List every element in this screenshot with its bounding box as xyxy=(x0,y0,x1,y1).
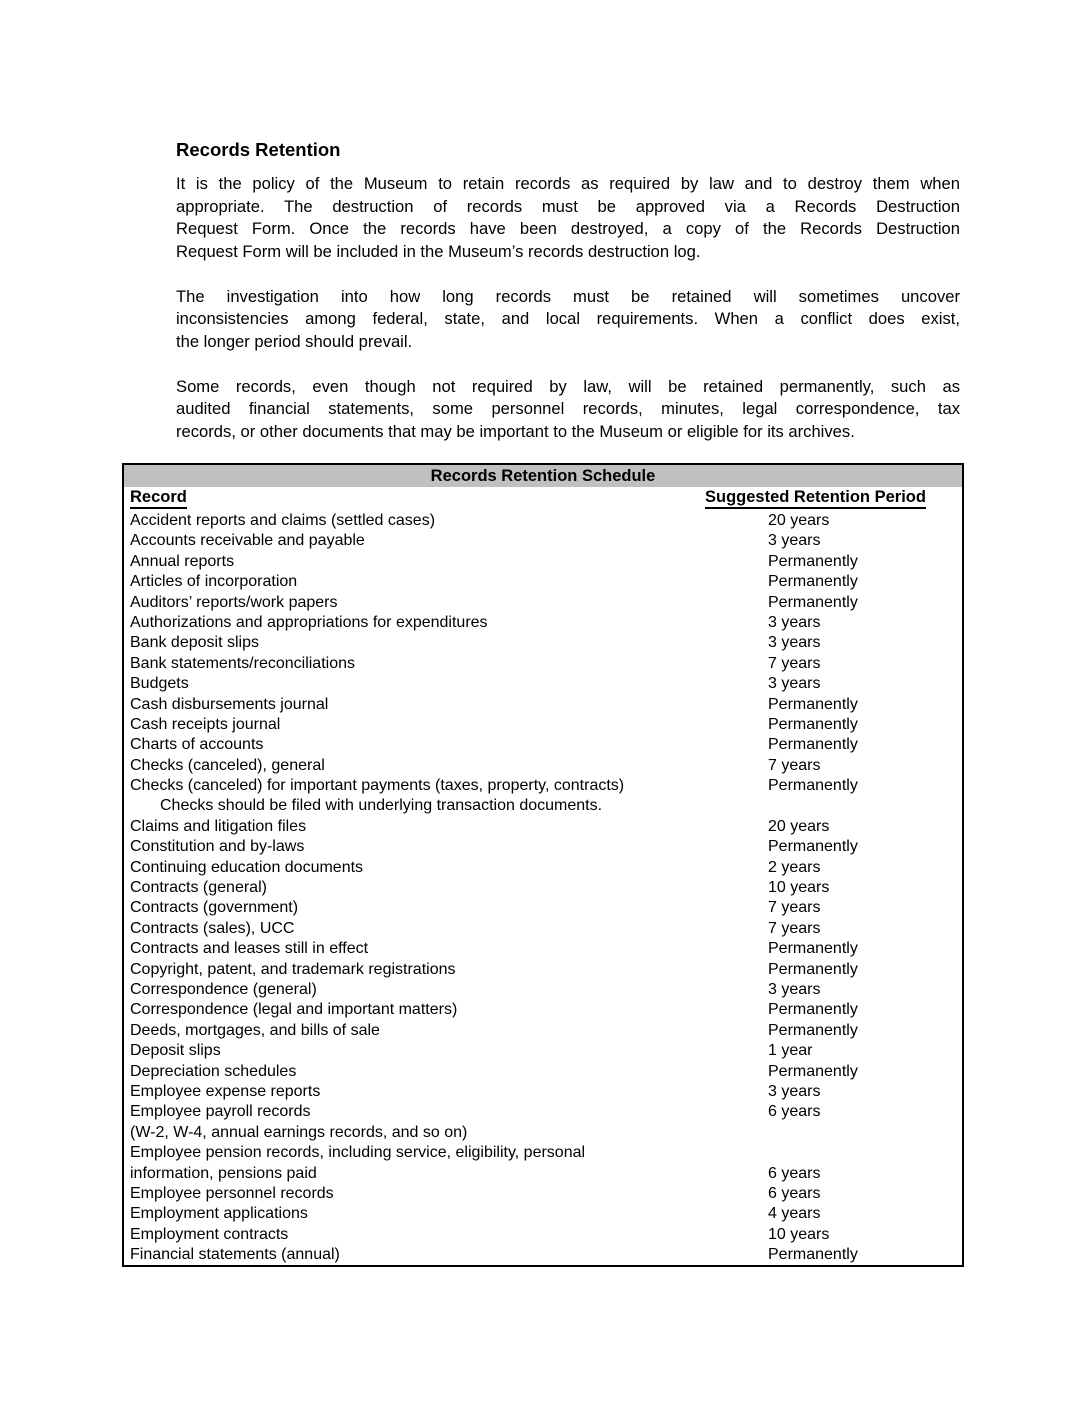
retention-period-cell: 3 years xyxy=(768,675,821,693)
record-cell: Employment contracts xyxy=(130,1225,289,1243)
table-row xyxy=(124,939,962,959)
retention-period-cell: 1 year xyxy=(768,1042,813,1060)
record-cell: Annual reports xyxy=(130,552,235,570)
record-cell: Financial statements (annual) xyxy=(130,1246,340,1264)
table-row xyxy=(124,1143,962,1163)
record-cell: Employee payroll records xyxy=(130,1103,311,1121)
table-row xyxy=(124,837,962,857)
table-row xyxy=(124,654,962,674)
table-row xyxy=(124,878,962,898)
paragraph-line: audited financial statements, some personnel records, minutes, legal correspondence, tax xyxy=(176,399,960,418)
record-cell: Contracts (sales), UCC xyxy=(130,919,295,937)
table-row xyxy=(124,1000,962,1020)
retention-period-cell: 20 years xyxy=(768,817,830,835)
records-retention-schedule-table xyxy=(122,463,964,1267)
paragraph xyxy=(176,286,960,354)
column-header-record: Record xyxy=(130,488,187,509)
table-row xyxy=(124,715,962,735)
table-column-headers xyxy=(124,487,962,511)
retention-period-cell: 10 years xyxy=(768,1225,830,1243)
retention-period-cell: 6 years xyxy=(768,1164,821,1182)
record-cell: Employment applications xyxy=(130,1205,308,1223)
retention-period-cell: 3 years xyxy=(768,980,821,998)
retention-period-cell: Permanently xyxy=(768,777,858,795)
retention-period-cell: 3 years xyxy=(768,532,821,550)
record-cell: Checks should be filed with underlying transaction documents. xyxy=(160,797,603,815)
table-row xyxy=(124,531,962,551)
record-cell: Budgets xyxy=(130,675,189,693)
paragraph xyxy=(176,376,960,444)
record-cell: Accident reports and claims (settled cases) xyxy=(130,512,436,529)
retention-period-cell: 20 years xyxy=(768,512,830,529)
table-row xyxy=(124,735,962,755)
table-row xyxy=(124,552,962,572)
retention-period-cell: Permanently xyxy=(768,838,858,856)
paragraph-line: The investigation into how long records must be retained will sometimes uncover xyxy=(176,286,960,306)
paragraph-line: appropriate. The destruction of records must be approved via a Records Destruction xyxy=(176,196,960,216)
retention-period-cell: Permanently xyxy=(768,1246,858,1264)
paragraph-line: inconsistencies among federal, state, and local requirements. When a conflict does exist, xyxy=(176,309,960,328)
paragraph-line: Some records, even though not required by law, will be retained permanently, such as xyxy=(176,376,960,396)
column-header-suggested-retention-period: Suggested Retention Period xyxy=(705,488,926,509)
table-row xyxy=(124,1102,962,1122)
table-title: Records Retention Schedule xyxy=(124,465,962,487)
record-cell: Auditors’ reports/work papers xyxy=(130,593,338,611)
page-title: Records Retention xyxy=(176,139,341,160)
record-cell: Employee expense reports xyxy=(130,1082,321,1100)
table-row xyxy=(124,796,962,816)
retention-period-cell: 4 years xyxy=(768,1205,821,1223)
record-cell: Employee personnel records xyxy=(130,1184,334,1202)
record-cell: Deposit slips xyxy=(130,1042,221,1060)
record-cell: Correspondence (legal and important matters) xyxy=(130,1001,458,1019)
retention-period-cell: Permanently xyxy=(768,960,858,978)
record-cell: Accounts receivable and payable xyxy=(130,532,365,550)
retention-period-cell: Permanently xyxy=(768,1001,858,1019)
record-cell: Cash receipts journal xyxy=(130,715,281,733)
retention-period-cell: Permanently xyxy=(768,695,858,713)
retention-period-cell: Permanently xyxy=(768,573,858,591)
table-row xyxy=(124,817,962,837)
retention-period-cell: 7 years xyxy=(768,899,821,917)
table-row xyxy=(124,960,962,980)
table-row xyxy=(124,1062,962,1082)
record-cell: Contracts and leases still in effect xyxy=(130,940,369,958)
table-row xyxy=(124,1021,962,1041)
table-row xyxy=(124,633,962,653)
record-cell: Contracts (general) xyxy=(130,879,267,897)
record-cell: Continuing education documents xyxy=(130,858,364,876)
table-row xyxy=(124,980,962,1000)
paragraph xyxy=(176,173,960,263)
retention-period-cell: 3 years xyxy=(768,634,821,652)
record-cell: Claims and litigation files xyxy=(130,817,307,835)
table-row xyxy=(124,1204,962,1224)
table-rows xyxy=(124,511,962,1265)
body-paragraphs xyxy=(176,173,960,466)
record-cell: Correspondence (general) xyxy=(130,980,317,998)
record-cell: Checks (canceled) for important payments (taxes, property, contracts) xyxy=(130,777,625,795)
table-row xyxy=(124,613,962,633)
paragraph-line: records, or other documents that may be important to the Museum or eligible for its archives. xyxy=(176,421,855,441)
record-cell: information, pensions paid xyxy=(130,1164,317,1182)
record-cell: Depreciation schedules xyxy=(130,1062,297,1080)
paragraph-line: It is the policy of the Museum to retain records as required by law and to destroy them when xyxy=(176,174,960,193)
record-cell: Contracts (government) xyxy=(130,899,299,917)
record-cell: Copyright, patent, and trademark registrations xyxy=(130,960,456,978)
table-row xyxy=(124,919,962,939)
retention-period-cell: Permanently xyxy=(768,552,858,570)
paragraph-line: Request Form will be included in the Museum’s records destruction log. xyxy=(176,241,701,261)
record-cell: Cash disbursements journal xyxy=(130,695,329,713)
retention-period-cell: 7 years xyxy=(768,654,821,672)
table-row xyxy=(124,1245,962,1265)
record-cell: Checks (canceled), general xyxy=(130,756,325,774)
table-row xyxy=(124,1123,962,1143)
retention-period-cell: Permanently xyxy=(768,593,858,611)
retention-period-cell: 10 years xyxy=(768,879,830,897)
record-cell: Deeds, mortgages, and bills of sale xyxy=(130,1021,380,1039)
table-row xyxy=(124,572,962,592)
table-row xyxy=(124,858,962,878)
retention-period-cell: 7 years xyxy=(768,756,821,774)
record-cell: Authorizations and appropriations for expenditures xyxy=(130,613,488,631)
table-row xyxy=(124,593,962,613)
paragraph-line: the longer period should prevail. xyxy=(176,331,413,351)
table-row xyxy=(124,674,962,694)
record-cell: (W-2, W-4, annual earnings records, and so on) xyxy=(130,1123,468,1141)
retention-period-cell: Permanently xyxy=(768,736,858,754)
table-row xyxy=(124,776,962,796)
table-row xyxy=(124,756,962,776)
table-row xyxy=(124,1082,962,1102)
table-row xyxy=(124,1184,962,1204)
record-cell: Bank deposit slips xyxy=(130,634,259,652)
table-row xyxy=(124,695,962,715)
record-cell: Employee pension records, including service, eligibility, personal xyxy=(130,1144,586,1162)
record-cell: Bank statements/reconciliations xyxy=(130,654,355,672)
retention-period-cell: Permanently xyxy=(768,1062,858,1080)
retention-period-cell: Permanently xyxy=(768,1021,858,1039)
table-row xyxy=(124,1164,962,1184)
paragraph-line: Request Form. Once the records have been destroyed, a copy of the Records Destruction xyxy=(176,219,960,238)
table-row xyxy=(124,898,962,918)
retention-period-cell: 2 years xyxy=(768,858,821,876)
table-row xyxy=(124,511,962,531)
retention-period-cell: Permanently xyxy=(768,715,858,733)
record-cell: Articles of incorporation xyxy=(130,573,298,591)
retention-period-cell: 6 years xyxy=(768,1103,821,1121)
table-row xyxy=(124,1225,962,1245)
table-row xyxy=(124,1041,962,1061)
retention-period-cell: 7 years xyxy=(768,919,821,937)
retention-period-cell: 3 years xyxy=(768,613,821,631)
retention-period-cell: 6 years xyxy=(768,1184,821,1202)
retention-period-cell: Permanently xyxy=(768,940,858,958)
retention-period-cell: 3 years xyxy=(768,1082,821,1100)
record-cell: Charts of accounts xyxy=(130,736,264,754)
record-cell: Constitution and by-laws xyxy=(130,838,305,856)
